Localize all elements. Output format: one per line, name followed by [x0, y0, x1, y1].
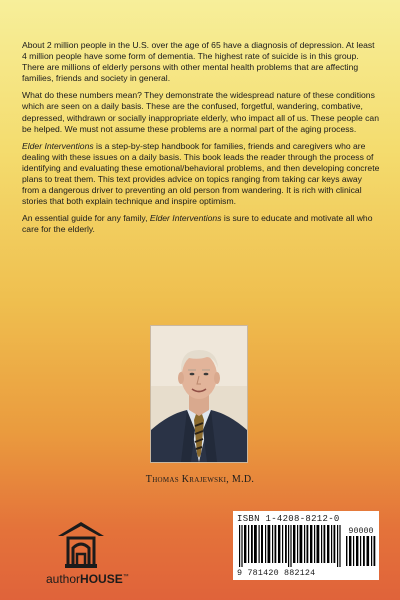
paragraph-essential-rest: is sure to educate and motivate all who care for the elderly. — [22, 213, 373, 235]
publisher-name-part2: HOUSE — [80, 572, 123, 586]
publisher-name-part1: author — [46, 572, 81, 586]
isbn-barcode — [233, 511, 379, 580]
isbn-text: ISBN 1-4208-8212-0 — [237, 514, 340, 524]
author-photo — [151, 326, 247, 462]
paragraph-meaning: What do these numbers mean? They demonstrate the widespread nature of these conditions which are seen on a daily basis. These are the confused, forgetful, wandering, combative, depressed, withdrawn or socially inappropriate elderly, who impact all of us. These people can be helped. We must not assume these problems are a normal part of the aging process. — [22, 90, 379, 134]
author-portrait-illustration — [151, 326, 247, 462]
book-title-italic: Elder Interventions — [22, 140, 94, 151]
price-code: 90000 — [348, 526, 374, 536]
back-cover-text — [22, 40, 380, 242]
paragraph-handbook — [22, 141, 380, 208]
ean-number: 9 781420 882124 — [237, 568, 316, 578]
publisher-name — [46, 572, 156, 586]
paragraph-statistics: About 2 million people in the U.S. over the age of 65 have a diagnosis of depression. At least 4 million people have some form of dementia. The highest rate of suicide is in this group. There are millions of elderly persons with other mental health problems that are affecting families, friends and society in general. — [22, 40, 375, 84]
book-title-italic-2: Elder Interventions — [149, 213, 222, 224]
paragraph-essential-guide — [22, 213, 380, 235]
author-name-caption: Thomas Krajewski, M.D. — [145, 474, 255, 485]
house-logo-icon — [56, 520, 106, 570]
paragraph-handbook-text: is a step-by-step handbook for families, friends and caregivers who are dealing with these issues on a daily basis. This book leads the reader through the process of identifying and evaluating these emotional/behavioral problems, and then developing concrete plans to treat them. This text provides advice on topics ranging from taking car keys away from a dangerous driver to preventing an old person from wandering. It is rich with clinical stories that both explain technique and inspire optimism. — [22, 140, 380, 207]
publisher-logo — [46, 520, 156, 590]
trademark-symbol: ™ — [122, 574, 129, 580]
paragraph-essential-start: An essential guide for any family, — [22, 213, 150, 224]
barcode-bars-icon — [239, 525, 345, 567]
